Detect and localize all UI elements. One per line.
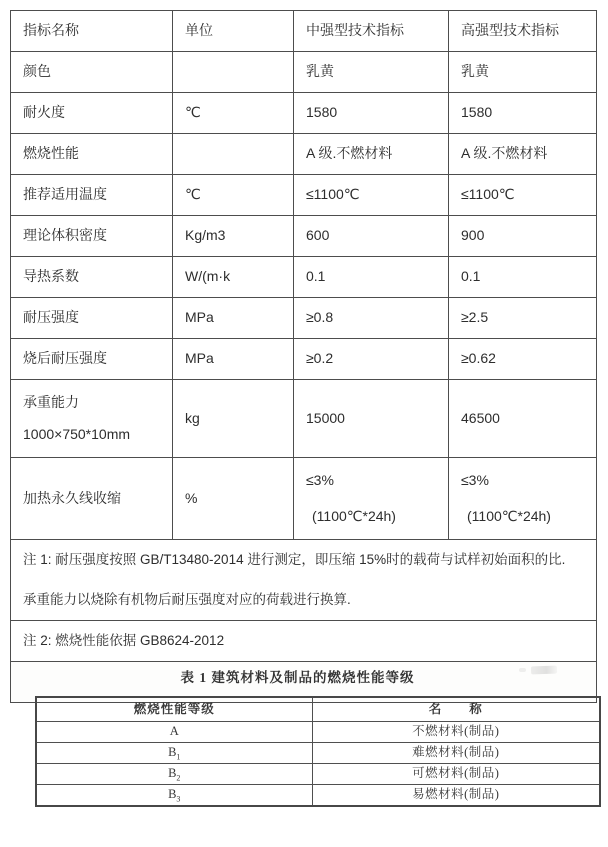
indicator-name: 导热系数 [23, 268, 79, 285]
spec-table-row [11, 175, 597, 216]
high-strength-value-cell [449, 216, 597, 257]
figure-row [11, 662, 597, 703]
fire-table-header-row [36, 697, 600, 722]
medium-strength-value-cell [294, 216, 449, 257]
indicator-name-line2: 1000×750*10mm [23, 426, 131, 442]
unit-cell: MPa [173, 339, 294, 380]
spec-table-row [11, 93, 597, 134]
spec-table-row [11, 52, 597, 93]
high-strength-value: 46500 [461, 409, 500, 426]
fire-material-name: 易燃材料(制品) [312, 785, 600, 807]
indicator-name: 耐压强度 [23, 309, 79, 326]
medium-strength-value: 乳黄 [306, 63, 334, 80]
high-strength-value: ≥2.5 [461, 309, 489, 326]
indicator-name-cell [11, 339, 173, 380]
medium-strength-value-cell [294, 298, 449, 339]
note1-row [11, 540, 597, 621]
high-strength-value-cell [449, 93, 597, 134]
indicator-name-cell [11, 380, 173, 458]
indicator-name-cell [11, 298, 173, 339]
high-strength-value-cell [449, 52, 597, 93]
indicator-name-cell [11, 257, 173, 298]
header-unit: 单位 [173, 11, 294, 52]
spec-table-row [11, 380, 597, 458]
unit-cell: ℃ [173, 93, 294, 134]
spec-table-row [11, 339, 597, 380]
indicator-name: 耐火度 [23, 104, 65, 121]
high-strength-value: 1580 [461, 104, 493, 121]
medium-strength-value: ≥0.2 [306, 350, 334, 367]
fire-rating-table [35, 696, 601, 807]
fire-grade-subscript: 1 [176, 752, 181, 762]
high-strength-value-cell [449, 257, 597, 298]
spec-table-row [11, 458, 597, 540]
high-strength-value: ≤3% [461, 472, 489, 488]
header-high-strength: 高强型技术指标 [449, 11, 597, 52]
medium-strength-value: ≤1100℃ [306, 186, 360, 203]
indicator-name-cell [11, 458, 173, 540]
fire-table-row [36, 743, 600, 764]
indicator-name: 燃烧性能 [23, 145, 79, 162]
note1-line2: 承重能力以烧除有机物后耐压强度对应的荷载进行换算. [23, 592, 351, 607]
medium-strength-value-cell [294, 175, 449, 216]
indicator-name: 颜色 [23, 63, 51, 80]
spec-table-row [11, 298, 597, 339]
high-strength-value: 900 [461, 227, 485, 244]
indicator-name: 承重能力 [23, 393, 79, 410]
indicator-name: 加热永久线收缩 [23, 489, 121, 506]
medium-strength-value: ≥0.8 [306, 309, 334, 326]
spec-table-row [11, 257, 597, 298]
medium-strength-value-line2: (1100℃*24h) [312, 507, 396, 524]
fire-table-row [36, 764, 600, 785]
spec-document [10, 10, 596, 804]
medium-strength-value-cell [294, 93, 449, 134]
spec-header-row [11, 11, 597, 52]
scanned-fire-rating-table [23, 662, 592, 804]
fire-material-name: 可燃材料(制品) [312, 764, 600, 785]
fire-header-grade: 燃烧性能等级 [36, 697, 312, 722]
medium-strength-value-cell [294, 52, 449, 93]
figure-title: 表 1 建筑材料及制品的燃烧性能等级 [180, 670, 415, 685]
fire-grade-subscript: 2 [176, 773, 181, 783]
fire-grade-cell [36, 785, 312, 807]
fire-material-name: 难燃材料(制品) [312, 743, 600, 764]
indicator-name: 理论体积密度 [23, 227, 107, 244]
spec-table [10, 10, 597, 804]
unit-cell: W/(m·k [173, 257, 294, 298]
spec-table-row [11, 216, 597, 257]
unit-cell [173, 134, 294, 175]
medium-strength-value: A 级.不燃材料 [306, 145, 393, 162]
indicator-name-cell [11, 175, 173, 216]
indicator-name-cell [11, 216, 173, 257]
fire-grade-cell [36, 722, 312, 743]
unit-cell: ℃ [173, 175, 294, 216]
fire-grade-cell [36, 764, 312, 785]
medium-strength-value-cell [294, 380, 449, 458]
fire-header-name: 名 称 [312, 697, 600, 722]
high-strength-value: A 级.不燃材料 [461, 145, 548, 162]
indicator-name-cell [11, 52, 173, 93]
note1-line1: 注 1: 耐压强度按照 GB/T13480-2014 进行测定，即压缩 15%时的载荷与试样初始面积的比. [23, 552, 566, 567]
high-strength-value-cell [449, 339, 597, 380]
high-strength-value: 乳黄 [461, 63, 489, 80]
header-medium-strength: 中强型技术指标 [294, 11, 449, 52]
medium-strength-value: ≤3% [306, 472, 334, 488]
high-strength-value-cell [449, 134, 597, 175]
unit-cell: kg [173, 380, 294, 458]
fire-grade-cell [36, 743, 312, 764]
header-indicator-name: 指标名称 [11, 11, 173, 52]
fire-grade-subscript: 3 [176, 794, 181, 804]
medium-strength-value-cell [294, 134, 449, 175]
spec-table-row [11, 134, 597, 175]
indicator-name: 烧后耐压强度 [23, 350, 107, 367]
high-strength-value-cell [449, 458, 597, 540]
medium-strength-value-cell [294, 458, 449, 540]
scanned-figure [11, 662, 597, 804]
note1-text [11, 540, 597, 621]
unit-cell: % [173, 458, 294, 540]
medium-strength-value: 1580 [306, 104, 338, 121]
high-strength-value: ≥0.62 [461, 350, 496, 367]
medium-strength-value: 15000 [306, 409, 345, 426]
high-strength-value: ≤1100℃ [461, 186, 515, 203]
indicator-name-cell [11, 134, 173, 175]
high-strength-value-cell [449, 380, 597, 458]
unit-cell: MPa [173, 298, 294, 339]
note2-row [11, 621, 597, 662]
high-strength-value-cell [449, 175, 597, 216]
note2-text: 注 2: 燃烧性能依据 GB8624-2012 [11, 621, 597, 662]
fire-grade: A [169, 724, 179, 739]
medium-strength-value-cell [294, 339, 449, 380]
fire-table-row [36, 722, 600, 743]
unit-cell: Kg/m3 [173, 216, 294, 257]
high-strength-value-cell [449, 298, 597, 339]
fire-material-name: 不燃材料(制品) [312, 722, 600, 743]
indicator-name: 推荐适用温度 [23, 186, 107, 203]
fire-grade: B [168, 766, 177, 781]
fire-table-row [36, 785, 600, 807]
indicator-name-cell [11, 93, 173, 134]
unit-cell [173, 52, 294, 93]
medium-strength-value: 0.1 [306, 268, 326, 285]
medium-strength-value-cell [294, 257, 449, 298]
high-strength-value: 0.1 [461, 268, 481, 285]
medium-strength-value: 600 [306, 227, 330, 244]
high-strength-value-line2: (1100℃*24h) [467, 507, 551, 524]
fire-grade: B [168, 787, 177, 802]
fire-grade: B [168, 745, 177, 760]
